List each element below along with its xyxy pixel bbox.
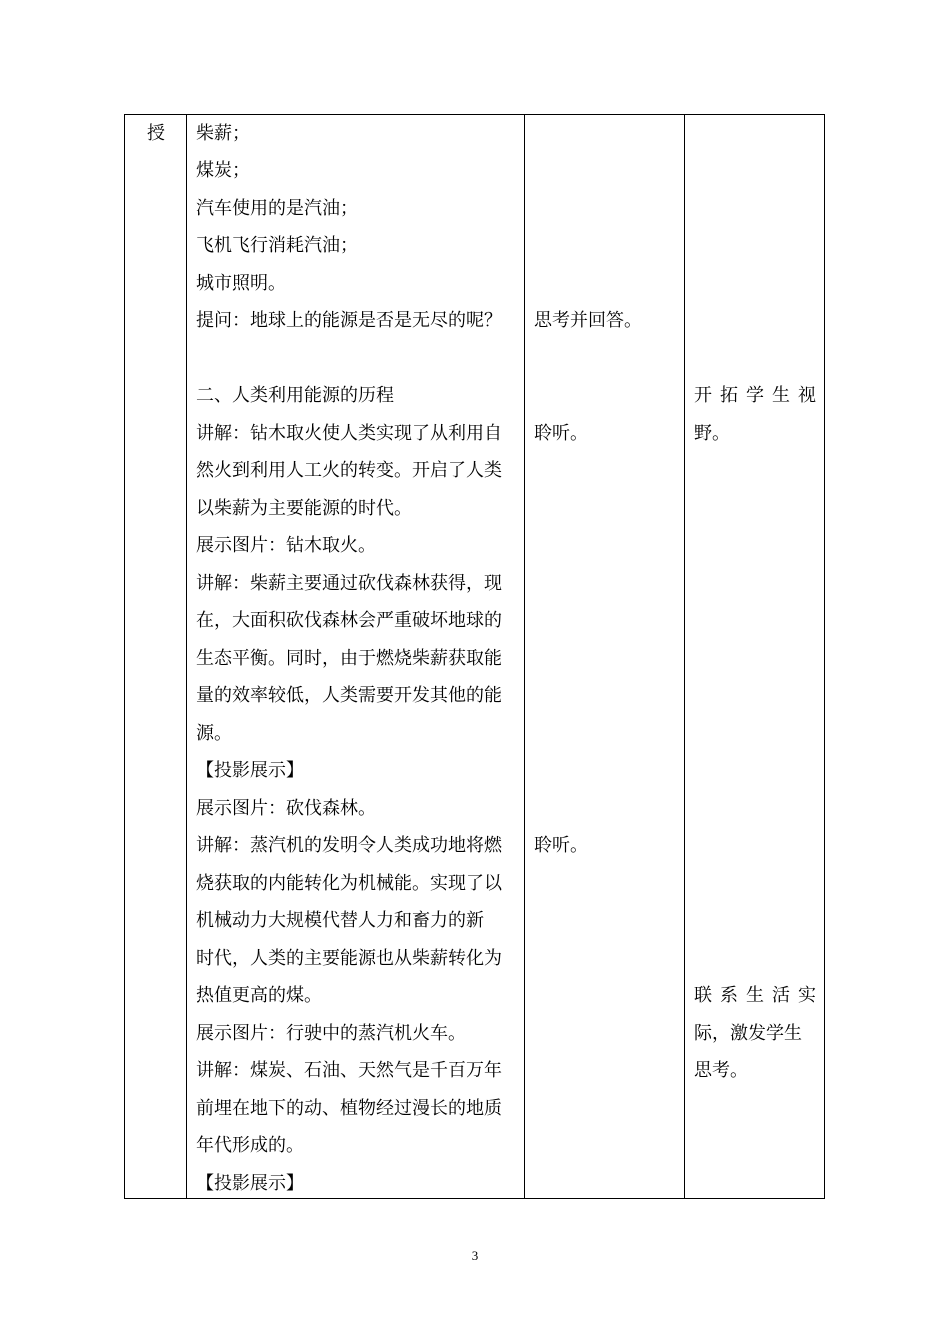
text-line: 量的效率较低，人类需要开发其他的能 [196,685,502,706]
design-intent-line: 思考。 [694,1060,748,1081]
lesson-table [124,114,825,1199]
text-line: 讲解：钻木取火使人类实现了从利用自 [196,423,502,444]
text-line: 讲解：煤炭、石油、天然气是千百万年 [196,1060,502,1081]
text-line: 【投影展示】 [196,760,304,781]
text-line: 烧获取的内能转化为机械能。实现了以 [196,873,502,894]
design-intent-line: 野。 [694,423,730,444]
text-line: 飞机飞行消耗汽油； [196,235,358,256]
text-line: 展示图片：行驶中的蒸汽机火车。 [196,1023,466,1044]
student-activity: 聆听。 [534,423,588,444]
text-line: 热值更高的煤。 [196,985,322,1006]
text-line: 时代，人类的主要能源也从柴薪转化为 [196,948,502,969]
text-line: 【投影展示】 [196,1173,304,1194]
text-line: 以柴薪为主要能源的时代。 [196,498,412,519]
text-line: 年代形成的。 [196,1135,304,1156]
text-line: 提问：地球上的能源是否是无尽的呢？ [196,310,502,331]
design-intent-line: 际，激发学生 [694,1023,802,1044]
text-line: 柴薪； [196,123,250,144]
student-activity: 聆听。 [534,835,588,856]
page-number: 3 [471,1248,479,1263]
text-line: 讲解：蒸汽机的发明令人类成功地将燃 [196,835,502,856]
design-intent-line: 联 系 生 活 实 [694,985,816,1006]
column-divider [186,115,187,1198]
text-line: 展示图片：砍伐森林。 [196,798,376,819]
section-label: 授 [147,123,165,144]
text-line: 前埋在地下的动、植物经过漫长的地质 [196,1098,502,1119]
student-activity: 思考并回答。 [534,310,642,331]
design-intent-line: 开 拓 学 生 视 [694,385,816,406]
text-line: 生态平衡。同时，由于燃烧柴薪获取能 [196,648,502,669]
column-divider [684,115,685,1198]
text-line: 二、人类利用能源的历程 [196,385,394,406]
text-line: 然火到利用人工火的转变。开启了人类 [196,460,502,481]
text-line: 展示图片：钻木取火。 [196,535,376,556]
text-line: 汽车使用的是汽油； [196,198,358,219]
text-line: 机械动力大规模代替人力和畜力的新 [196,910,484,931]
text-line: 煤炭； [196,160,250,181]
column-divider [524,115,525,1198]
text-line: 讲解：柴薪主要通过砍伐森林获得，现 [196,573,502,594]
text-line: 城市照明。 [196,273,286,294]
text-line: 源。 [196,723,232,744]
text-line: 在，大面积砍伐森林会严重破坏地球的 [196,610,502,631]
